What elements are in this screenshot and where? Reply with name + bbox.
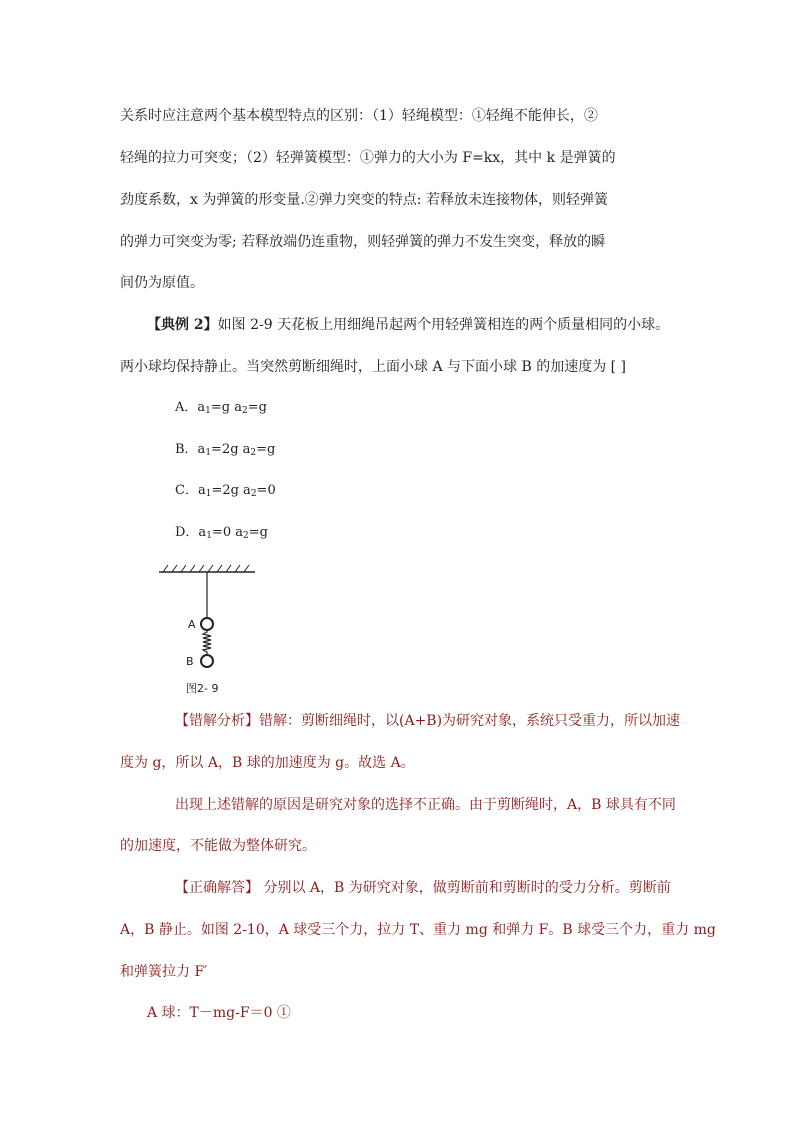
example-text-1: 如图 2-9 天花板上用细绳吊起两个用轻弹簧相连的两个质量相同的小球。 [217,317,670,333]
wrong-line-4: 的加速度，不能做为整体研究。 [120,838,316,854]
wrong-label: 【错解分析】 [175,713,259,729]
label-a: A [188,618,196,631]
intro-line-4: 的弹力可突变为零; 若释放端仍连重物，则轻弹簧的弹力不发生突变，释放的瞬 [120,234,606,250]
correct-line-2: A，B 静止。如图 2-10，A 球受三个力，拉力 T、重力 mg 和弹力 F。B 球受三个力，重力 mg [120,922,716,938]
wrong-line-1: 【错解分析】错解：剪断细绳时，以(A+B)为研究对象，系统只受重力，所以加速 [175,713,681,729]
ball-a [201,618,213,630]
wrong-line-3: 出现上述错解的原因是研究对象的选择不正确。由于剪断绳时，A，B 球具有不同 [175,797,676,813]
correct-line-3: 和弹簧拉力 F′ [120,964,208,980]
figure-caption: 图2- 9 [186,682,219,695]
ceiling [159,565,255,572]
figure-2-9 [155,560,265,675]
example-line-1 [147,315,669,335]
option-d: D．$a_1=0$ $a_2=g$ [175,525,268,541]
equation-a: A 球：T－mg-F＝0 ① [147,1005,291,1021]
intro-line-1: 关系时应注意两个基本模型特点的区别：（1）轻绳模型：①轻绳不能伸长，② [120,108,598,124]
example-line-2: 两小球均保持静止。当突然剪断细绳时，上面小球 A 与下面小球 B 的加速度为 [ ] [120,359,627,375]
ball-b [201,655,213,667]
option-c: C．$a_1=2g$ $a_2=0$ [175,483,276,499]
correct-label: 【正确解答】 [175,880,259,896]
spring [203,630,211,655]
intro-line-2: 轻绳的拉力可突变；（2）轻弹簧模型：①弹力的大小为 F=kx，其中 k 是弹簧的 [120,150,616,166]
label-b: B [186,655,194,668]
option-a: A．$a_1=g$ $a_2=g$ [175,400,267,416]
option-b: B．$a_1=2g$ $a_2=g$ [175,442,276,458]
wrong-line-2: 度为 g，所以 A，B 球的加速度为 g。故选 A。 [120,755,415,771]
correct-line-1: 【正确解答】 分别以 A，B 为研究对象，做剪断前和剪断时的受力分析。剪断前 [175,880,671,896]
intro-line-5: 间仍为原值。 [120,275,204,291]
example-label: 【典例 2】 [147,317,218,333]
intro-line-3: 劲度系数，x 为弹簧的形变量.②弹力突变的特点: 若释放未连接物体，则轻弹簧 [120,192,608,208]
